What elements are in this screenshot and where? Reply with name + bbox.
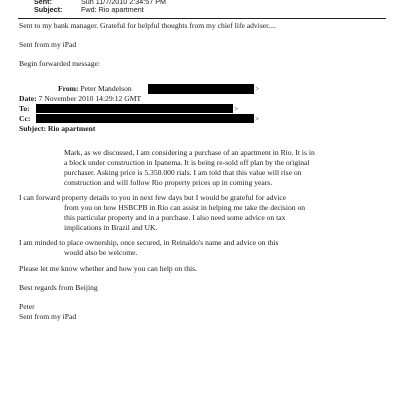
- message-paragraph-1: [64, 148, 315, 188]
- fwd-from-close: >: [255, 84, 260, 93]
- fwd-to-label: To:: [19, 104, 30, 113]
- fwd-subject-row: [19, 124, 95, 134]
- fwd-subject-label: Subject:: [19, 124, 46, 133]
- sent-value: Sun 11/7/2010 2:34:57 PM: [81, 0, 166, 6]
- fwd-date-value: 7 November 2010 14:29:12 GMT: [38, 94, 142, 103]
- paragraph-line: this particular property and in a purchase. I also need some advice on tax: [64, 213, 286, 222]
- fwd-date-label: Date:: [19, 94, 37, 103]
- fwd-from-value: Peter Mandelson: [80, 84, 132, 93]
- fwd-to-row: [19, 104, 30, 114]
- fwd-from-label: From:: [58, 84, 79, 93]
- header-divider: [18, 18, 386, 19]
- message-paragraph-4: Please let me know whether and how you can help on this.: [19, 264, 197, 273]
- sender-name: Peter: [19, 302, 35, 311]
- fwd-cc-close: >: [255, 114, 260, 123]
- fwd-date-row: [19, 94, 141, 104]
- sent-from-ipad: Sent from my iPad: [19, 312, 77, 321]
- signature-line: Sent from my iPad: [19, 40, 77, 49]
- redaction-from-email: [148, 84, 254, 94]
- sent-label: Sent:: [34, 0, 52, 6]
- redaction-cc: [36, 114, 254, 123]
- fwd-subject-value: Rio apartment: [47, 124, 96, 133]
- paragraph-line: would also be welcome.: [64, 248, 138, 257]
- subject-row: [34, 6, 234, 14]
- fwd-from-row: [58, 84, 132, 94]
- intro-text: Sent to my bank manager. Grateful for helpful thoughts from my chief life adviser....: [19, 21, 276, 30]
- redaction-to: [36, 104, 233, 113]
- subject-label: Subject:: [34, 5, 63, 14]
- paragraph-line: I am minded to place ownership, once secured, in Reinaldo's name and advice on this: [19, 238, 279, 247]
- paragraph-line: construction and will follow Rio property prices up in coming years.: [64, 178, 273, 187]
- message-paragraph-3: [19, 238, 278, 258]
- subject-value: Fwd: Rio apartment: [81, 5, 144, 14]
- closing-regards: Best regards from Beijing: [19, 283, 98, 292]
- begin-forwarded-text: Begin forwarded message:: [19, 59, 100, 68]
- paragraph-line: implications in Brazil and UK.: [64, 223, 158, 232]
- paragraph-line: a block under construction in Ipanema. It is being re-sold off plan by the original: [64, 158, 310, 167]
- paragraph-line: I can forward property details to you in next few days but I would be grateful for advice: [19, 193, 287, 202]
- fwd-to-close: >: [234, 104, 239, 113]
- message-paragraph-2: [19, 193, 305, 233]
- fwd-cc-row: [19, 114, 30, 124]
- paragraph-line: purchaser. Asking price is 5.350.000 rials. I am told that this value will rise on: [64, 168, 302, 177]
- fwd-cc-label: Cc:: [19, 114, 31, 123]
- paragraph-line: from you on how HSBCPB in Rio can assist in helping me take the decision on: [64, 203, 306, 212]
- paragraph-line: Mark, as we discussed, I am considering a purchase of an apartment in Rio. It is in: [64, 148, 315, 157]
